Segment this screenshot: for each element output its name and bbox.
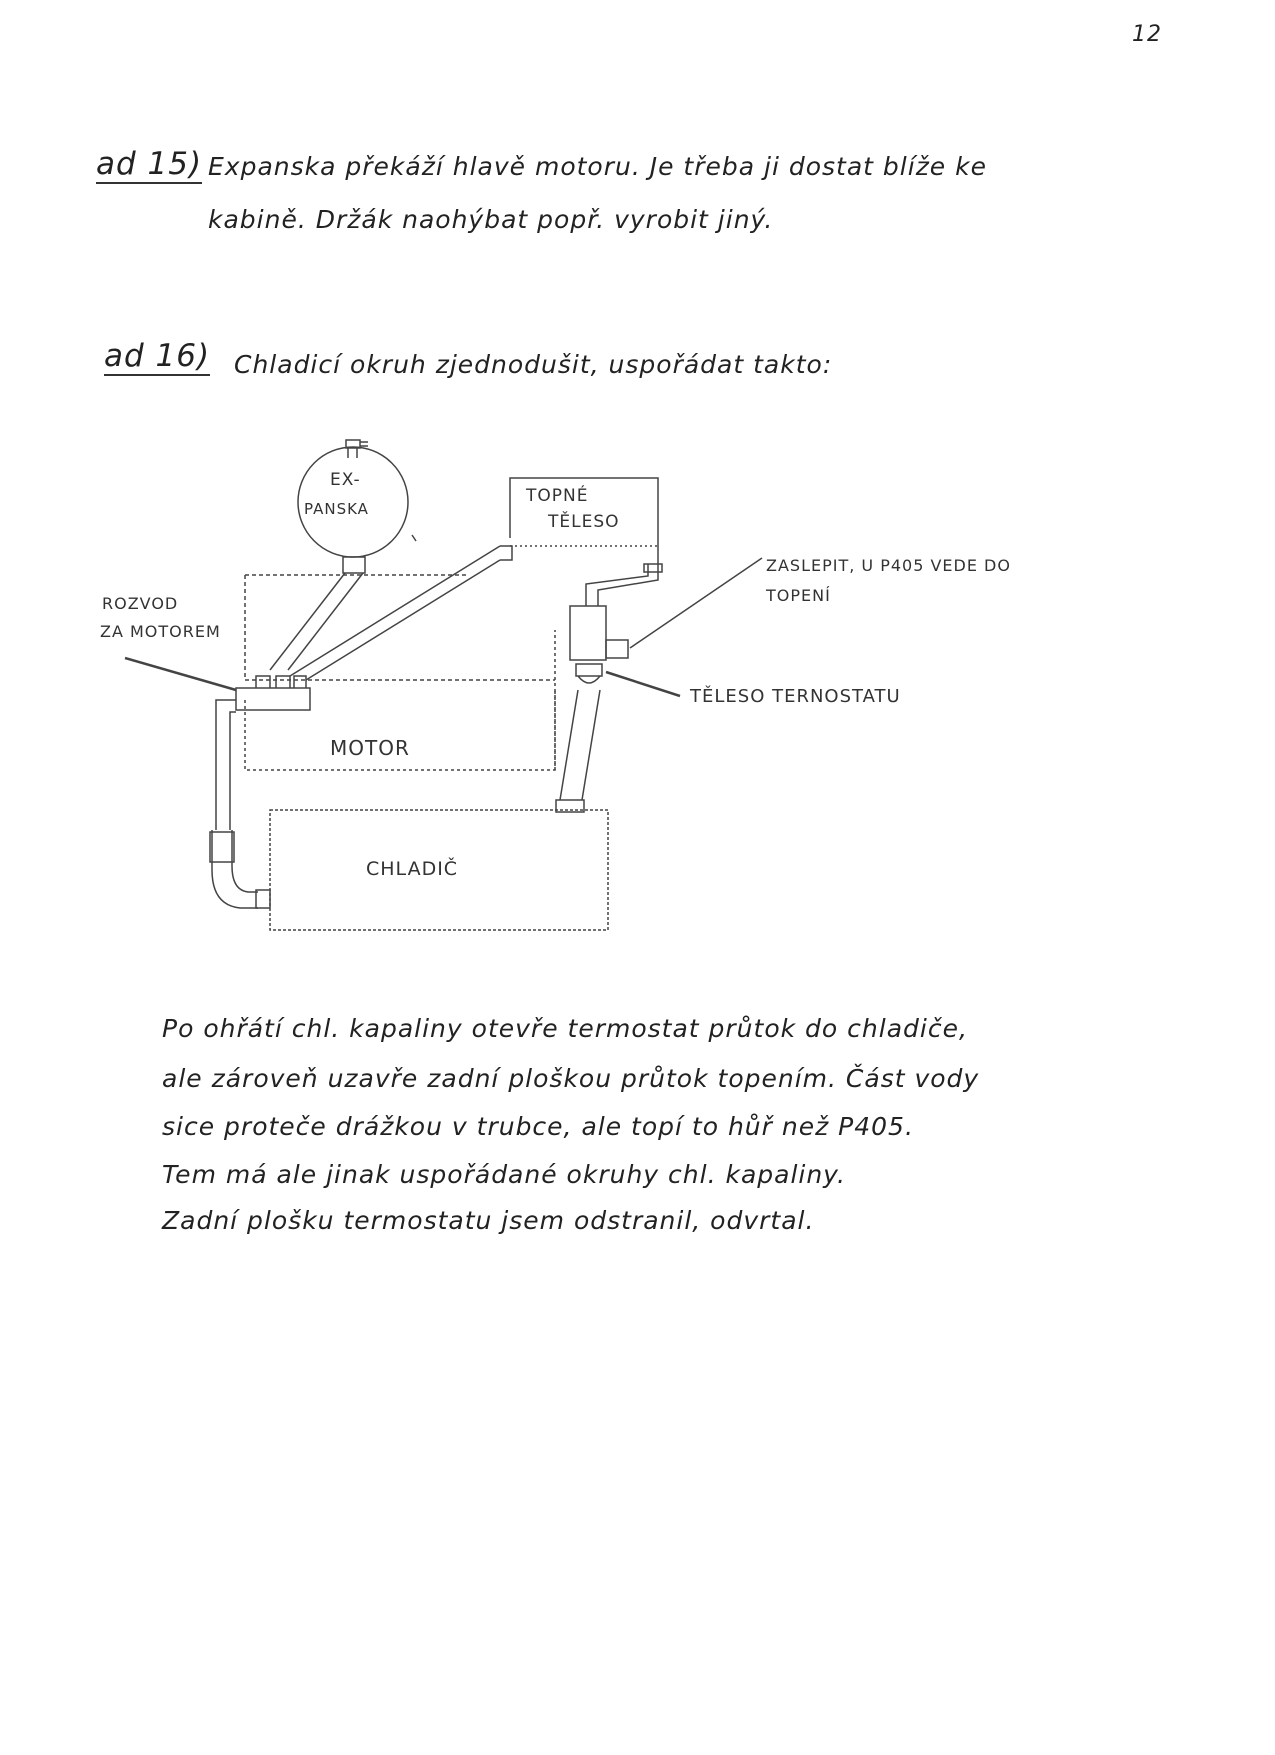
paragraph-line-1: Po ohřátí chl. kapaliny otevře termostat průtok do chladiče, <box>162 1014 968 1043</box>
zaslepit-label-1: ZASLEPIT, U P405 VEDE DO <box>766 556 1011 575</box>
paragraph-line-5: Zadní plošku termostatu jsem odstranil, odvrtal. <box>162 1206 815 1235</box>
rozvod-label-2: ZA MOTOREM <box>100 622 221 641</box>
section-16-text: Chladicí okruh zjednodušit, uspořádat takto: <box>234 350 833 379</box>
zaslepit-label-2: TOPENÍ <box>766 586 831 605</box>
paragraph-line-3: sice proteče drážkou v trubce, ale topí to hůř než P405. <box>162 1112 914 1141</box>
paragraph-line-2: ale zároveň uzavře zadní ploškou průtok topením. Část vody <box>162 1064 980 1093</box>
section-15-line-2: kabině. Držák naohýbat popř. vyrobit jiný. <box>208 205 774 234</box>
expanska-label-1: EX- <box>330 470 361 490</box>
teleso-termostatu-label: TĚLESO TERNOSTATU <box>690 686 901 707</box>
section-15-label: ad 15) <box>96 146 203 182</box>
section-15-line-1: Expanska překáží hlavě motoru. Je třeba ji dostat blíže ke <box>208 152 987 181</box>
rozvod-label-1: ROZVOD <box>102 594 179 613</box>
section-16-label: ad 16) <box>104 338 211 374</box>
topne-teleso-label-2: TĚLESO <box>548 512 620 532</box>
page-number: 12 <box>1132 22 1162 47</box>
chladic-label: CHLADIČ <box>366 858 459 880</box>
paragraph-line-4: Tem má ale jinak uspořádané okruhy chl. kapaliny. <box>162 1160 846 1189</box>
thermostat-housing-shape <box>570 606 606 660</box>
manifold-shape <box>236 688 310 710</box>
motor-label: MOTOR <box>330 736 410 760</box>
topne-teleso-label-1: TOPNÉ <box>526 486 589 506</box>
expanska-label-2: PANSKA <box>304 500 369 518</box>
